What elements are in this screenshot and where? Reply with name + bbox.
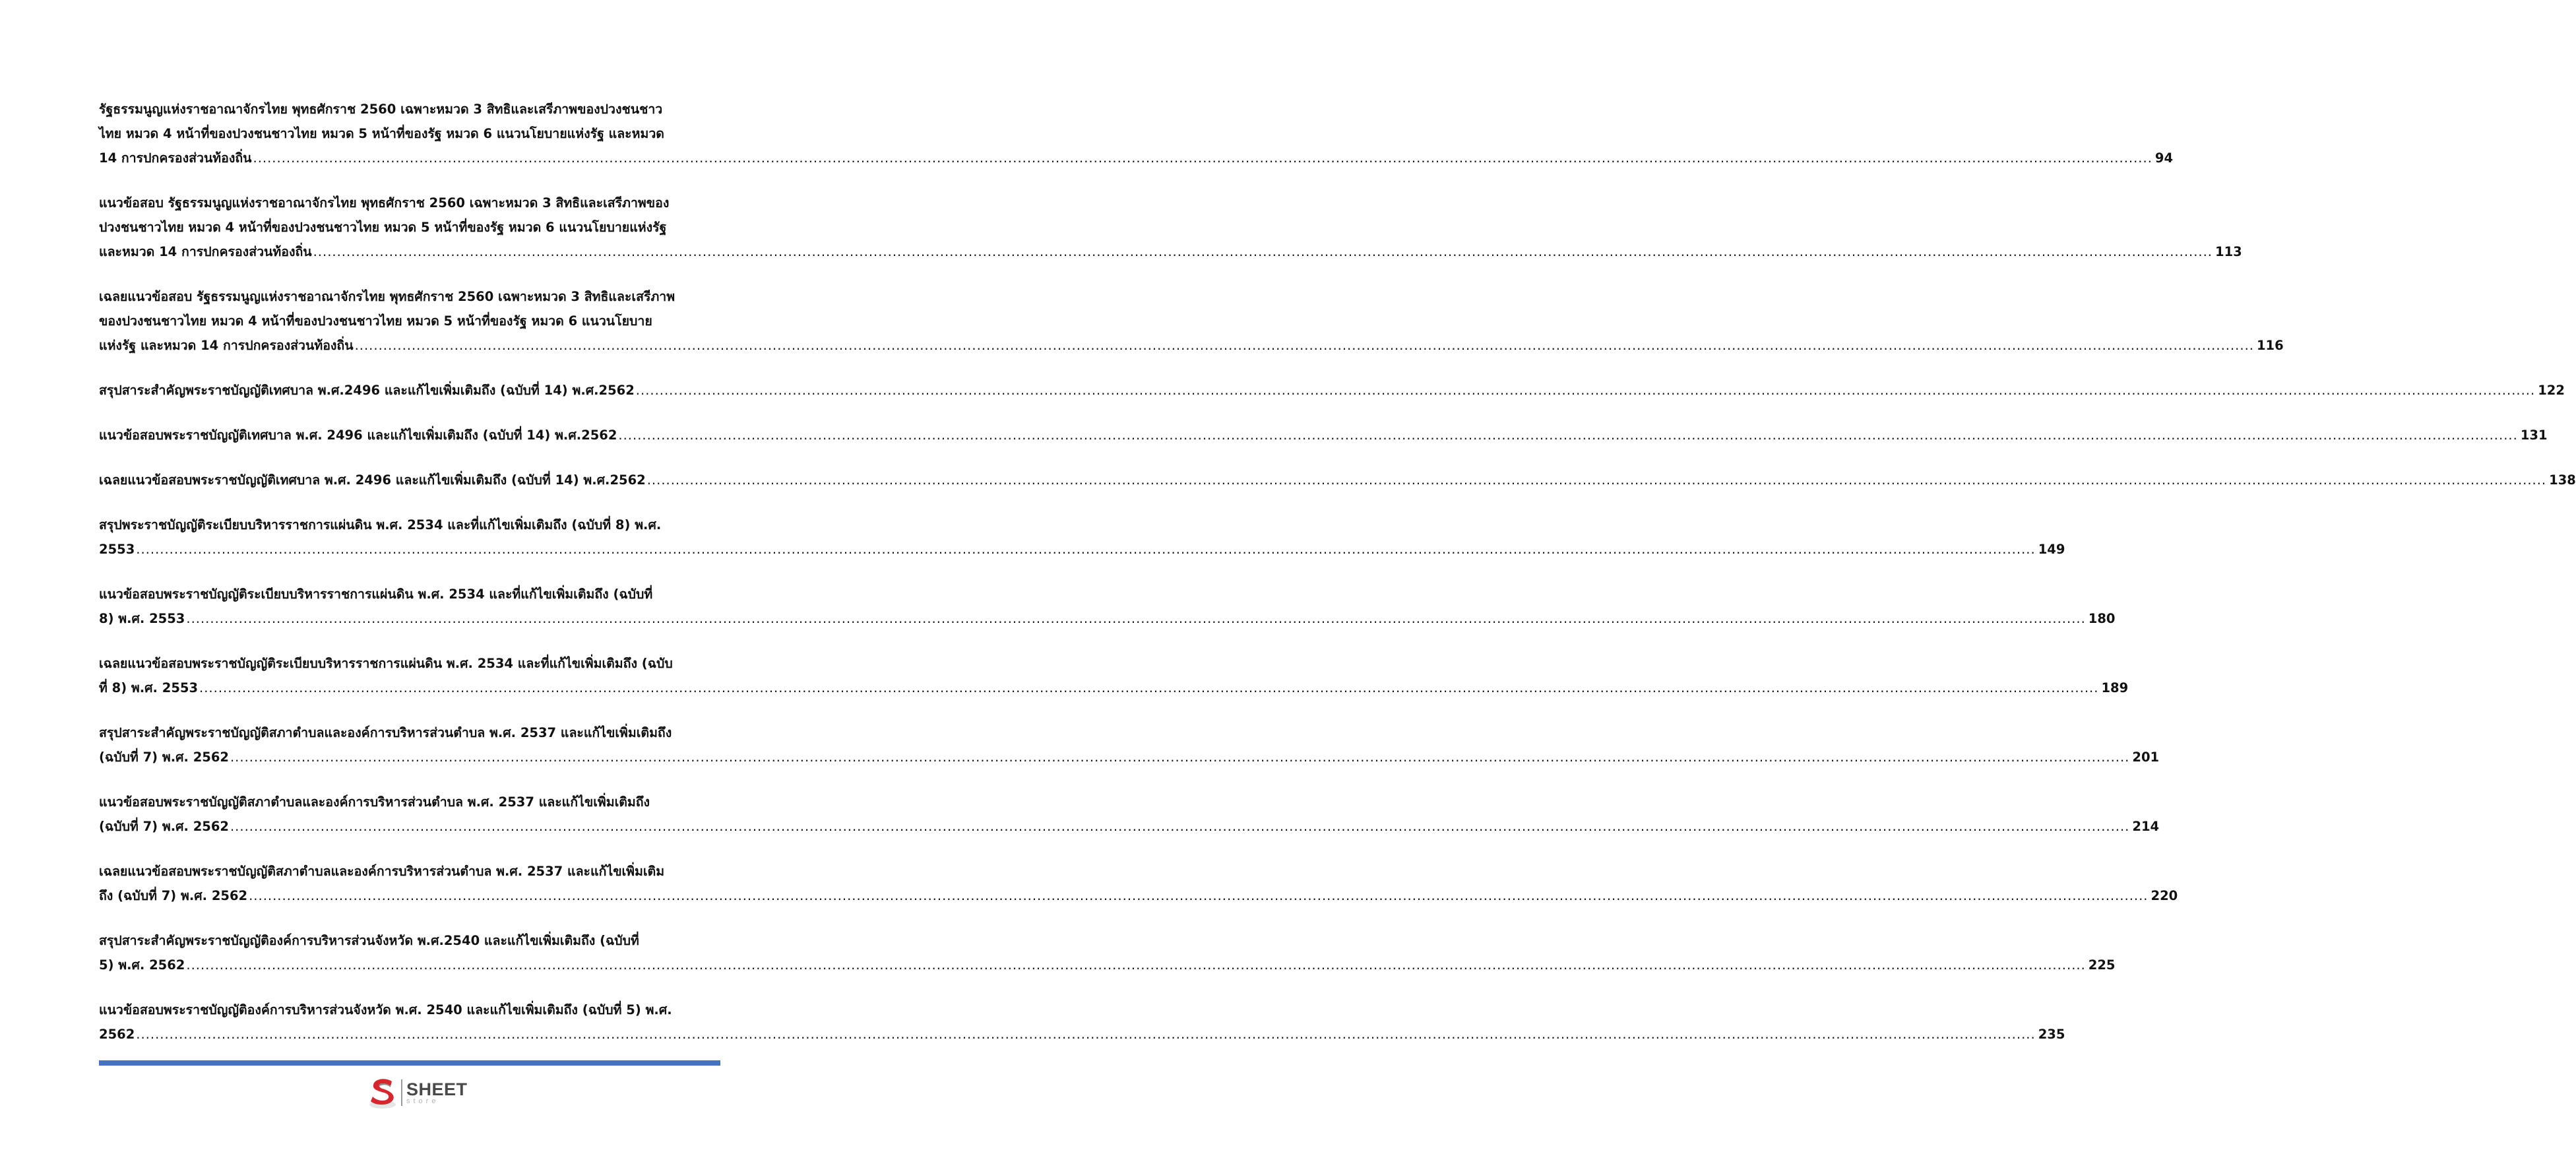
toc-entry-title-end: 14 การปกครองส่วนท้องถิ่น xyxy=(99,150,252,166)
toc-entry-last-line xyxy=(99,745,2160,769)
toc-entry-line: สรุปสาระสำคัญพระราชบัญญัติองค์การบริหารส่วนจังหวัด พ.ศ.2540 และแก้ไขเพิ่มเติมถึง (ฉบับที่ xyxy=(99,933,639,948)
dot-leader: ................................................................................................................................................................................................................................................................................................................................................................................................................ xyxy=(199,680,2099,695)
dot-leader: ................................................................................................................................................................................................................................................................................................................................................................................................................ xyxy=(230,750,2130,765)
dot-leader: ................................................................................................................................................................................................................................................................................................................................................................................................................ xyxy=(136,1027,2036,1042)
toc-entry-line: เฉลยแนวข้อสอบพระราชบัญญัติระเบียบบริหารราชการแผ่นดิน พ.ศ. 2534 และที่แก้ไขเพิ่มเติมถึง (ฉบับ xyxy=(99,656,673,671)
toc-entry-title-end: สรุปสาระสำคัญพระราชบัญญัติเทศบาล พ.ศ.2496 และแก้ไขเพิ่มเติมถึง (ฉบับที่ 14) พ.ศ.2562 xyxy=(99,383,635,398)
toc-entry[interactable] xyxy=(99,191,2242,264)
toc-entry-line: เฉลยแนวข้อสอบพระราชบัญญัติสภาตำบลและองค์การบริหารส่วนตำบล พ.ศ. 2537 และแก้ไขเพิ่มเติม xyxy=(99,864,665,879)
dot-leader: ................................................................................................................................................................................................................................................................................................................................................................................................................ xyxy=(253,150,2152,166)
toc-entry[interactable] xyxy=(99,378,2565,402)
toc-entry-title-end: 2553 xyxy=(99,542,135,557)
toc-entry-title-end: (ฉบับที่ 7) พ.ศ. 2562 xyxy=(99,819,229,834)
page-number: 220 xyxy=(2151,888,2178,903)
page-number: 122 xyxy=(2538,383,2565,398)
toc-entry[interactable] xyxy=(99,468,2576,492)
toc-entry-last-line xyxy=(99,676,2129,700)
toc-entry-line: แนวข้อสอบพระราชบัญญัติสภาตำบลและองค์การบริหารส่วนตำบล พ.ศ. 2537 และแก้ไขเพิ่มเติมถึง xyxy=(99,794,650,810)
dot-leader: ................................................................................................................................................................................................................................................................................................................................................................................................................ xyxy=(313,244,2213,259)
logo-wordmark xyxy=(406,1081,468,1105)
toc-entry-line: ของปวงชนชาวไทย หมวด 4 หน้าที่ของปวงชนชาวไทย หมวด 5 หน้าที่ของรัฐ หมวด 6 แนวนโยบาย xyxy=(99,313,652,329)
page-number: 189 xyxy=(2101,680,2129,695)
toc-entry-title-end: แห่งรัฐ และหมวด 14 การปกครองส่วนท้องถิ่น xyxy=(99,338,354,353)
page-number: 225 xyxy=(2088,957,2116,973)
s-logo-icon xyxy=(367,1076,398,1110)
toc-entry-last-line xyxy=(99,333,2284,358)
toc-entry-title-end: ที่ 8) พ.ศ. 2553 xyxy=(99,680,199,695)
toc-entry-last-line xyxy=(99,884,2178,908)
toc-entry-title-end: เฉลยแนวข้อสอบพระราชบัญญัติเทศบาล พ.ศ. 2496 และแก้ไขเพิ่มเติมถึง (ฉบับที่ 14) พ.ศ.2562 xyxy=(99,472,646,488)
toc-entry[interactable] xyxy=(99,97,2174,170)
toc-entry[interactable] xyxy=(99,423,2548,447)
dot-leader: ................................................................................................................................................................................................................................................................................................................................................................................................................ xyxy=(646,472,2547,488)
dot-leader: ................................................................................................................................................................................................................................................................................................................................................................................................................ xyxy=(618,428,2518,443)
dot-leader: ................................................................................................................................................................................................................................................................................................................................................................................................................ xyxy=(635,383,2536,398)
page-number: 214 xyxy=(2132,819,2160,834)
toc-entry-line: ไทย หมวด 4 หน้าที่ของปวงชนชาวไทย หมวด 5 หน้าที่ของรัฐ หมวด 6 แนวนโยบายแห่งรัฐ และหมวด xyxy=(99,126,664,141)
page-number: 116 xyxy=(2256,338,2284,353)
dot-leader: ................................................................................................................................................................................................................................................................................................................................................................................................................ xyxy=(249,888,2149,903)
dot-leader: ................................................................................................................................................................................................................................................................................................................................................................................................................ xyxy=(136,542,2036,557)
toc-entry-last-line xyxy=(99,814,2160,839)
page-number: 235 xyxy=(2038,1027,2065,1042)
toc-entry-last-line xyxy=(99,378,2565,402)
toc-entry-last-line xyxy=(99,606,2116,631)
toc-entry-last-line xyxy=(99,468,2576,492)
logo-sub: store xyxy=(406,1097,439,1105)
toc-entry-title-end: ถึง (ฉบับที่ 7) พ.ศ. 2562 xyxy=(99,888,248,903)
toc-entry-line: รัฐธรรมนูญแห่งราชอาณาจักรไทย พุทธศักราช 2560 เฉพาะหมวด 3 สิทธิและเสรีภาพของปวงชนชาว xyxy=(99,102,663,117)
dot-leader: ................................................................................................................................................................................................................................................................................................................................................................................................................ xyxy=(186,957,2086,973)
toc-entry-line: สรุปสาระสำคัญพระราชบัญญัติสภาตำบลและองค์การบริหารส่วนตำบล พ.ศ. 2537 และแก้ไขเพิ่มเติมถึง xyxy=(99,725,672,740)
toc-entry[interactable] xyxy=(99,651,2129,700)
page-number: 180 xyxy=(2088,611,2116,626)
page-number: 131 xyxy=(2520,428,2548,443)
toc-entry-title-end: 2562 xyxy=(99,1027,135,1042)
toc-entry[interactable] xyxy=(99,998,2065,1046)
toc-entry-last-line xyxy=(99,240,2242,264)
toc-entry-line: แนวข้อสอบ รัฐธรรมนูญแห่งราชอาณาจักรไทย พุทธศักราช 2560 เฉพาะหมวด 3 สิทธิและเสรีภาพของ xyxy=(99,195,670,210)
toc-entry[interactable] xyxy=(99,582,2116,631)
toc-entry-last-line xyxy=(99,537,2065,562)
toc-entry-last-line xyxy=(99,1022,2065,1046)
toc-entry[interactable] xyxy=(99,928,2116,977)
toc-entry-last-line xyxy=(99,146,2174,170)
toc-entry[interactable] xyxy=(99,790,2160,839)
dot-leader: ................................................................................................................................................................................................................................................................................................................................................................................................................ xyxy=(230,819,2130,834)
table-of-contents xyxy=(99,97,2576,1067)
toc-entry[interactable] xyxy=(99,859,2178,908)
toc-entry-line: ปวงชนชาวไทย หมวด 4 หน้าที่ของปวงชนชาวไทย หมวด 5 หน้าที่ของรัฐ หมวด 6 แนวนโยบายแห่งรัฐ xyxy=(99,220,667,235)
toc-entry-title-end: (ฉบับที่ 7) พ.ศ. 2562 xyxy=(99,750,229,765)
dot-leader: ................................................................................................................................................................................................................................................................................................................................................................................................................ xyxy=(186,611,2086,626)
toc-entry-line: สรุปพระราชบัญญัติระเบียบบริหารราชการแผ่นดิน พ.ศ. 2534 และที่แก้ไขเพิ่มเติมถึง (ฉบับที่ 8) พ.ศ. xyxy=(99,517,662,532)
page-number: 201 xyxy=(2132,750,2160,765)
logo-name: SHEET xyxy=(406,1079,468,1099)
page-number: 94 xyxy=(2154,150,2174,166)
toc-entry[interactable] xyxy=(99,721,2160,769)
toc-entry[interactable] xyxy=(99,284,2284,358)
toc-entry[interactable] xyxy=(99,513,2065,562)
toc-entry-title-end: 5) พ.ศ. 2562 xyxy=(99,957,185,973)
toc-entry-last-line xyxy=(99,953,2116,977)
dot-leader: ................................................................................................................................................................................................................................................................................................................................................................................................................ xyxy=(354,338,2254,353)
toc-entry-line: แนวข้อสอบพระราชบัญญัติองค์การบริหารส่วนจังหวัด พ.ศ. 2540 และแก้ไขเพิ่มเติมถึง (ฉบับที่ 5) พ.ศ. xyxy=(99,1002,672,1017)
page-number: 113 xyxy=(2215,244,2242,259)
footer-rule xyxy=(99,1060,720,1066)
toc-entry-line: เฉลยแนวข้อสอบ รัฐธรรมนูญแห่งราชอาณาจักรไทย พุทธศักราช 2560 เฉพาะหมวด 3 สิทธิและเสรีภาพ xyxy=(99,289,675,304)
sheet-store-logo xyxy=(367,1076,472,1110)
toc-entry-line: แนวข้อสอบพระราชบัญญัติระเบียบบริหารราชการแผ่นดิน พ.ศ. 2534 และที่แก้ไขเพิ่มเติมถึง (ฉบับที่ xyxy=(99,587,653,602)
toc-entry-last-line xyxy=(99,423,2548,447)
toc-entry-title-end: และหมวด 14 การปกครองส่วนท้องถิ่น xyxy=(99,244,312,259)
toc-entry-title-end: แนวข้อสอบพระราชบัญญัติเทศบาล พ.ศ. 2496 และแก้ไขเพิ่มเติมถึง (ฉบับที่ 14) พ.ศ.2562 xyxy=(99,428,617,443)
toc-entry-title-end: 8) พ.ศ. 2553 xyxy=(99,611,185,626)
page-number: 149 xyxy=(2038,542,2065,557)
page-number: 138 xyxy=(2549,472,2576,488)
logo-separator xyxy=(401,1079,402,1106)
